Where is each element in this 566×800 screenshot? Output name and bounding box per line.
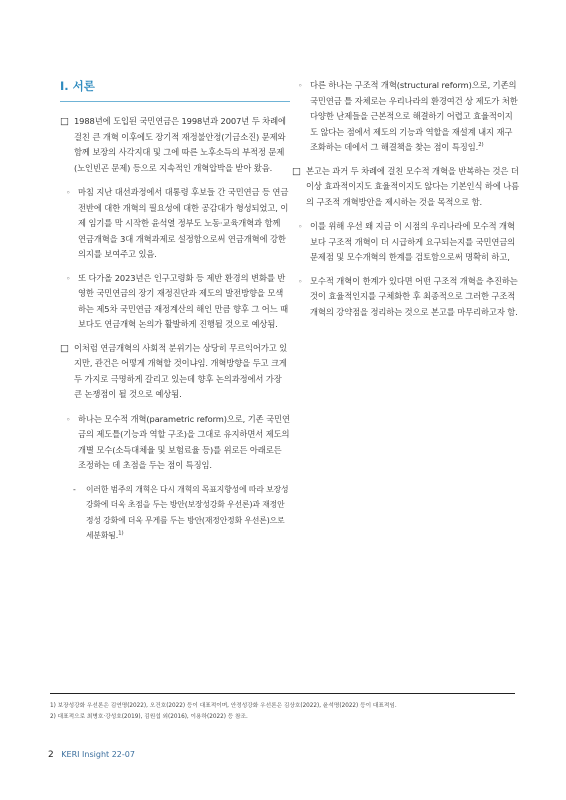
section-title: Ⅰ. 서론 [60, 79, 95, 93]
dash-bullet-marker: - [73, 484, 76, 494]
circle-bullet-marker: ◦ [66, 188, 71, 197]
page-number: 2 [48, 750, 54, 760]
bullet-block [60, 114, 290, 176]
sub-bullet-block [60, 412, 290, 474]
bullet-text: 1988년에 도입된 국민연금은 1998년과 2007년 두 차례에 걸친 큰 개혁 이후에도 장기적 재정불안정(기금소진) 문제와 함께 보장의 사각지대 및 그에 따른 노후소득의 부적정 문제(노인빈곤 문제) 등으로 지속적인 개혁압박을 받아 왔음. [74, 116, 286, 173]
bullet-block [60, 341, 290, 403]
bullet-text: 본고는 과거 두 차례에 걸친 모수적 개혁을 반복하는 것은 더 이상 효과적이지도 효율적이지도 않다는 기본인식 하에 나름의 구조적 개혁방안을 제시하는 것을 목적으로 함. [306, 165, 520, 207]
circle-bullet-marker: ◦ [66, 273, 71, 283]
square-bullet-marker: □ [60, 116, 69, 127]
left-column [60, 78, 290, 552]
section-divider [60, 101, 290, 102]
bullet-text: 또 다가올 2023년은 인구고령화 등 제반 환경의 변화를 반영한 국민연금의 장기 재정진단과 제도의 발전방향을 모색하는 제5차 국민연금 재정계산의 해인 만큼 향후 그 어느 때보다도 연금개혁 논의가 활발하게 진행될 것으로 예상됨. [78, 272, 289, 329]
footnote: 1) 보장성강화 우선론은 김연명(2022), 오건호(2022) 등이 대표적이며, 안정성강화 우선론은 김상호(2022), 윤석명(2022) 등이 대표적임. [50, 703, 397, 709]
circle-bullet-marker: ◦ [298, 276, 303, 286]
bullet-text: 이처럼 연금개혁의 사회적 분위기는 상당히 무르익어가고 있지만, 관건은 어떻게 개혁할 것이냐임. 개혁방향을 두고 크게 두 가지로 극명하게 갈리고 있는데 향후 논의과정에서 가장 큰 논쟁점이 될 것으로 예상됨. [74, 342, 288, 399]
bullet-block [292, 164, 520, 211]
square-bullet-marker: □ [60, 342, 69, 354]
page-footer [48, 750, 135, 760]
bullet-text: 이를 위해 우선 왜 지금 이 시점의 우리나라에 모수적 개혁보다 구조적 개혁이 더 시급하게 요구되는지를 국민연금의 문제점 및 모수개혁의 한계를 검토함으로써 명확히 하고, [310, 221, 516, 262]
square-bullet-marker: □ [292, 165, 301, 177]
sub-bullet-block [292, 219, 520, 266]
circle-bullet-marker: ◦ [298, 222, 303, 231]
footnote: 2) 대표적으로 최병호·강성호(2019), 김원섭 외(2016), 이용하(2022) 등 참조. [50, 714, 248, 720]
footnotes [50, 693, 515, 723]
footnote-ref[interactable]: 2) [478, 142, 484, 149]
right-column [292, 78, 520, 328]
sub-bullet-block [60, 271, 290, 333]
footnote-ref[interactable]: 1) [118, 530, 124, 537]
publication-name: KERI Insight 22-07 [61, 750, 135, 759]
bullet-text: 모수적 개혁이 한계가 있다면 어떤 구조적 개혁을 추진하는 것이 효율적인지를 구체화한 후 최종적으로 그러한 구조적 개혁의 강약점을 정리하는 것으로 본고를 마무리하고자 함. [310, 275, 518, 317]
bullet-text: 하나는 모수적 개혁(parametric reform)으로, 기존 국민연금의 제도틀(기능과 역할 구조)을 그대로 유지하면서 제도의 개별 모수(소득대체율 및 보험료율 등)를 위로든 아래로든 조정하는 데 초점을 두는 점이 특징임. [78, 413, 290, 470]
sub-bullet-block [292, 78, 520, 156]
circle-bullet-marker: ◦ [66, 414, 71, 424]
dash-bullet-block [60, 482, 290, 544]
sub-bullet-block [292, 274, 520, 321]
sub-bullet-block [60, 185, 290, 263]
circle-bullet-marker: ◦ [298, 81, 303, 90]
bullet-text: 마침 지난 대선과정에서 대통령 후보들 간 국민연금 등 연금전반에 대한 개혁의 필요성에 대한 공감대가 형성되었고, 이제 임기를 막 시작한 윤석열 정부도 노동·교육개혁과 함께 연금개혁을 3대 개혁과제로 설정함으로써 연금개혁에 강한 의지를 보여주고 있음. [78, 187, 289, 259]
bullet-text: 이러한 범주의 개혁은 다시 개혁의 목표지향성에 따라 보장성 강화에 더욱 초점을 두는 방안(보장성강화 우선론)과 재정안정성 강화에 더욱 무게를 두는 방안(재정안정화 우선론)으로 세분화됨. [86, 484, 289, 540]
bullet-text: 다른 하나는 구조적 개혁(structural reform)으로, 기존의 국민연금 틀 자체로는 우리나라의 환경여건 상 제도가 처한 다양한 난제들을 근본적으로 해결하기 어렵고 효율적이지도 않다는 점에서 제도의 기능과 역할을 재설계 내지 재구조화하는 데에서 그 해결책을 찾는 점이 특징임. [310, 80, 518, 152]
